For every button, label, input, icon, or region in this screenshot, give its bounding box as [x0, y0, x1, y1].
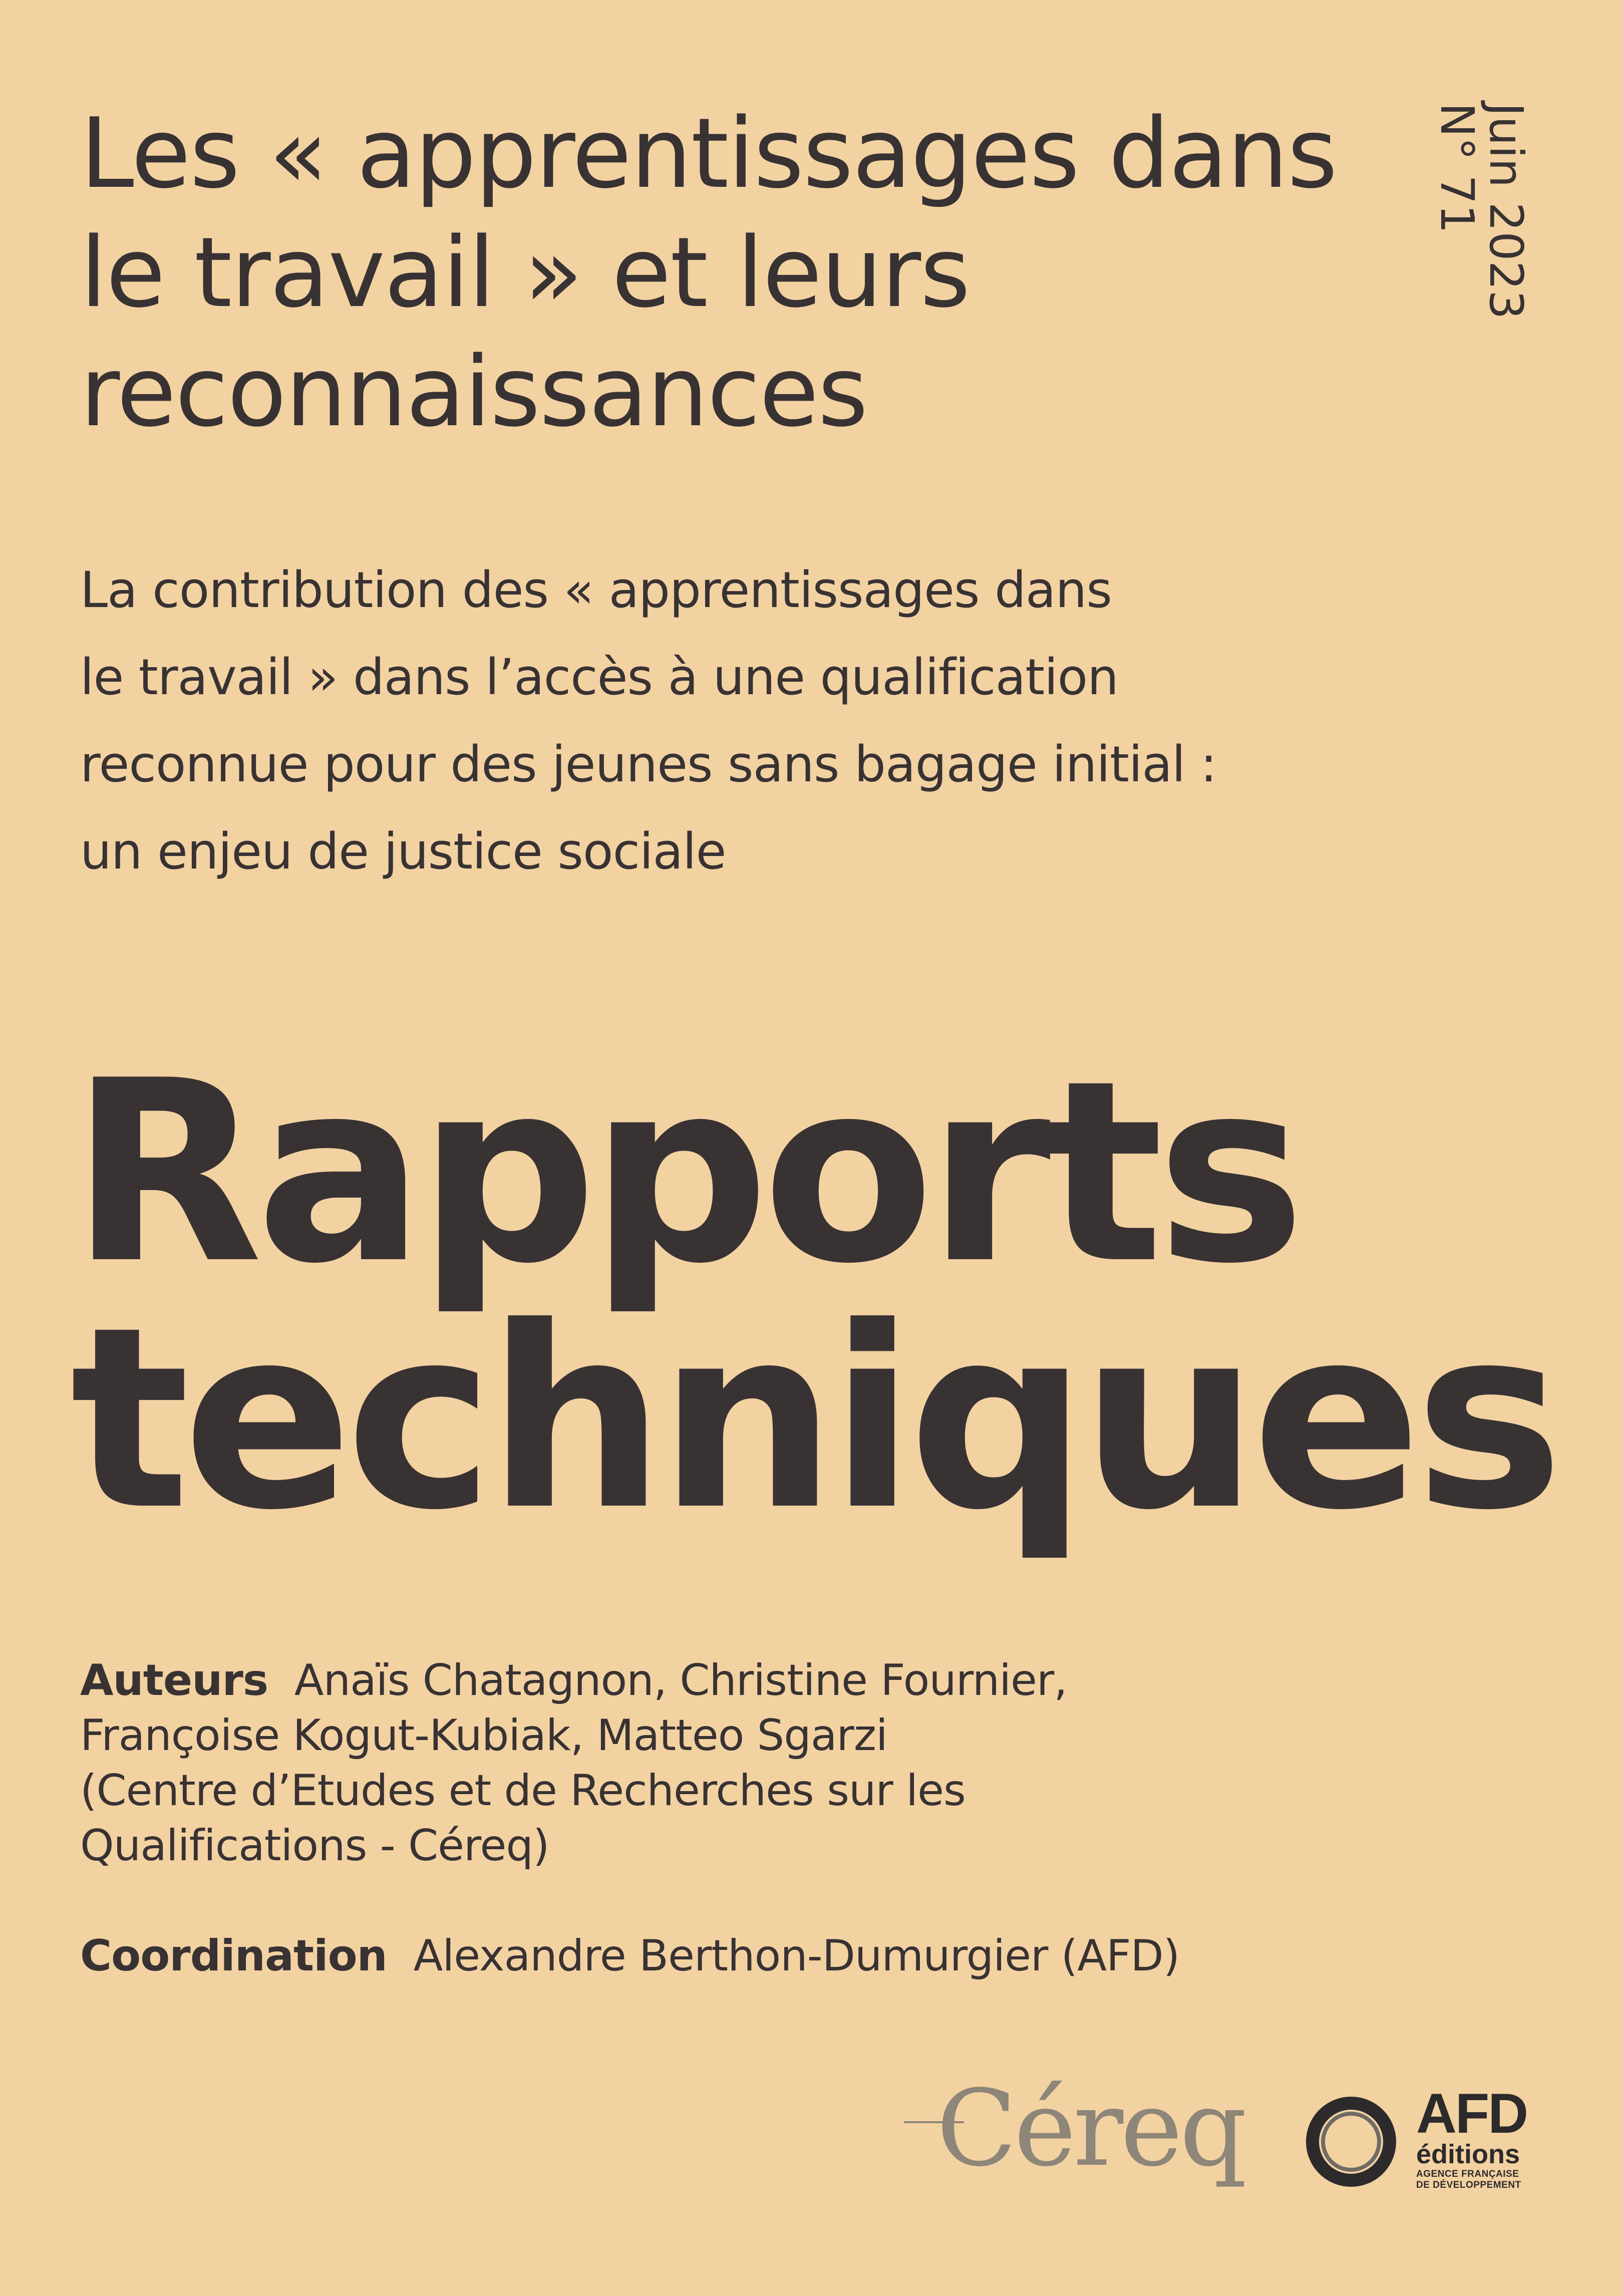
- coordination-block: [80, 1928, 1382, 1983]
- subtitle-line: le travail » dans l’accès à une qualification: [80, 649, 1118, 706]
- subtitle-line: un enjeu de justice sociale: [80, 823, 726, 881]
- authors-line: (Centre d’Etudes et de Recherches sur les: [80, 1766, 965, 1816]
- afd-name: AFD: [1416, 2082, 1527, 2145]
- afd-agency-label: AGENCE FRANÇAISE DE DÉVELOPPEMENT: [1416, 2169, 1521, 2190]
- afd-ring-icon: [1302, 2088, 1407, 2193]
- cereq-logo-text: Céreq: [936, 2067, 1244, 2190]
- authors-label: Auteurs: [80, 1655, 268, 1705]
- issue-date: Juin 2023: [1479, 103, 1533, 320]
- afd-logo-text: [1416, 2082, 1566, 2191]
- authors-line: Anaïs Chatagnon, Christine Fournier,: [294, 1655, 1067, 1705]
- authors-line: Qualifications - Céreq): [80, 1821, 549, 1871]
- collection-line: Rapports: [70, 1027, 1299, 1318]
- report-title: Les « apprentissages dans le travail » et leurs reconnaissances: [80, 97, 1337, 448]
- subtitle-line: La contribution des « apprentissages dans: [80, 561, 1112, 619]
- coordination-label: Coordination: [80, 1931, 387, 1981]
- collection-line: techniques: [70, 1273, 1557, 1565]
- cereq-logo: [904, 2067, 1244, 2199]
- afd-editions-label: éditions: [1416, 2139, 1520, 2169]
- afd-editions-logo: [1302, 2082, 1562, 2203]
- collection-title: [70, 1027, 1572, 1565]
- coordination-value: Alexandre Berthon-Dumurgier (AFD): [413, 1931, 1180, 1981]
- report-subtitle: [80, 547, 1432, 896]
- subtitle-line: reconnue pour des jeunes sans bagage initial :: [80, 736, 1217, 793]
- issue-number: N° 71: [1430, 103, 1484, 234]
- authors-block: [80, 1653, 1282, 1873]
- issue-info: [1430, 103, 1533, 320]
- authors-line: Françoise Kogut-Kubiak, Matteo Sgarzi: [80, 1710, 887, 1761]
